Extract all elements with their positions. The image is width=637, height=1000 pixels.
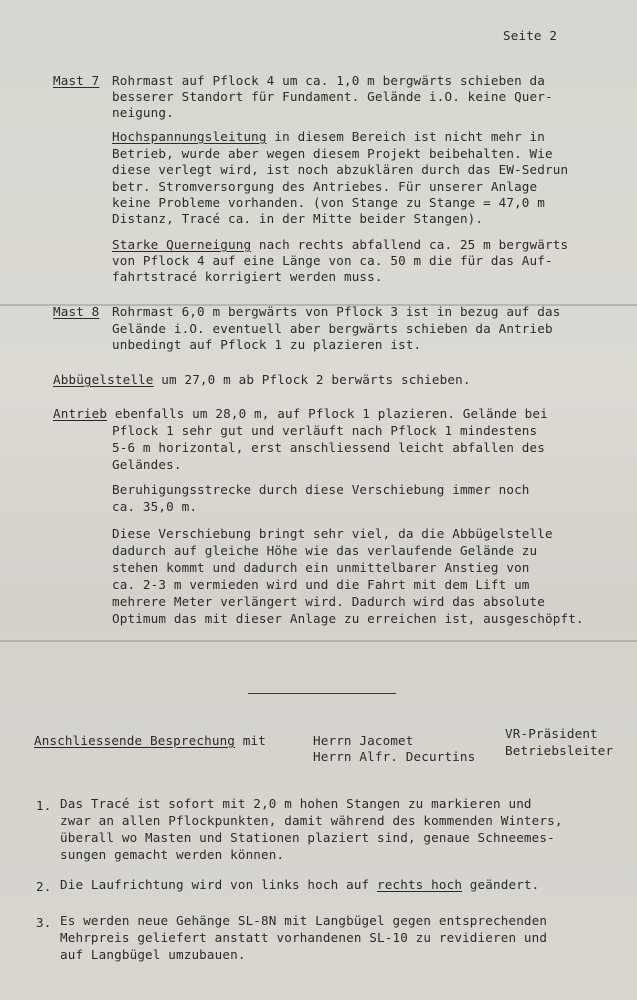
meeting-role: VR-Präsident (505, 726, 598, 741)
item-number: 2. (36, 879, 52, 894)
mast7-p2-line: keine Probleme vorhanden. (von Stange zu Stange = 47,0 m (112, 195, 545, 210)
mast7-p2-line: Distanz, Tracé ca. in der Mitte beider Stangen). (112, 211, 484, 226)
mast7-p2-line: diese verlegt wird, ist noch abzuklären durch das EW-Sedrun (112, 162, 569, 177)
meeting-heading: Anschliessende Besprechung (34, 733, 236, 748)
antrieb-line: 5-6 m horizontal, erst anschliessend leicht abfallen des (112, 440, 545, 455)
section-separator (248, 693, 396, 694)
antrieb-line: Pflock 1 sehr gut und verläuft nach Pflock 1 mindestens (112, 423, 538, 438)
rechts-hoch-term: rechts hoch (377, 877, 463, 892)
abbuegel-heading: Abbügelstelle (53, 372, 154, 387)
item1-line: zwar an allen Pflockpunkten, damit während des kommenden Winters, (60, 813, 563, 828)
item3-line: auf Langbügel umzubauen. (60, 947, 246, 962)
mast7-p2-first-line: Hochspannungsleitung in diesem Bereich ist nicht mehr in (112, 129, 546, 144)
mast7-p3-line: von Pflock 4 auf eine Länge von ca. 50 m die für das Auf- (112, 253, 553, 268)
meeting-heading-line: Anschliessende Besprechung mit (34, 733, 266, 748)
hochspannung-term: Hochspannungsleitung (112, 129, 267, 144)
antrieb-first-line: Antrieb ebenfalls um 28,0 m, auf Pflock 1 plazieren. Gelände bei (53, 406, 548, 421)
antrieb-p2-line: Beruhigungsstrecke durch diese Verschiebung immer noch (112, 482, 530, 497)
mast7-p1-line: besserer Standort für Fundament. Gelände i.O. keine Quer- (112, 89, 553, 104)
antrieb-p3-line: mehrere Meter verlängert wird. Dadurch wird das absolute (112, 594, 545, 609)
item2-line: Die Laufrichtung wird von links hoch auf rechts hoch geändert. (60, 877, 540, 892)
item3-line: Mehrpreis geliefert anstatt vorhandenen SL-10 zu revidieren und (60, 930, 548, 945)
mast8-line: unbedingt auf Pflock 1 zu plazieren ist. (112, 337, 422, 352)
antrieb-heading: Antrieb (53, 406, 108, 421)
mast8-heading: Mast 8 (53, 304, 100, 319)
antrieb-p3-line: ca. 2-3 m vermieden wird und die Fahrt mit dem Lift um (112, 577, 530, 592)
mast8-line: Gelände i.O. eventuell aber bergwärts schieben da Antrieb (112, 321, 553, 336)
meeting-person: Herrn Alfr. Decurtins (313, 749, 476, 764)
item3-line: Es werden neue Gehänge SL-8N mit Langbügel gegen entsprechenden (60, 913, 548, 928)
mast7-p1-line: neigung. (112, 105, 174, 120)
item-number: 3. (36, 915, 52, 930)
fold-line (0, 640, 637, 642)
item1-line: überall wo Masten und Stationen plaziert sind, genaue Schneemes- (60, 830, 555, 845)
querneigung-term: Starke Querneigung (112, 237, 252, 252)
mast7-p2-line: betr. Stromversorgung des Antriebes. Für unserer Anlage (112, 179, 538, 194)
item-number: 1. (36, 798, 52, 813)
meeting-role: Betriebsleiter (505, 743, 614, 758)
mast7-p2-line: Betrieb, wurde aber wegen diesem Projekt beibehalten. Wie (112, 146, 553, 161)
item1-line: Das Tracé ist sofort mit 2,0 m hohen Stangen zu markieren und (60, 796, 532, 811)
mast7-heading: Mast 7 (53, 73, 100, 88)
mast7-p3-line: fahrtstracé korrigiert werden muss. (112, 269, 383, 284)
page-number: Seite 2 (503, 28, 558, 43)
mast7-p1-line: Rohrmast auf Pflock 4 um ca. 1,0 m bergwärts schieben da (112, 73, 545, 88)
mast8-line: Rohrmast 6,0 m bergwärts von Pflock 3 ist in bezug auf das (112, 304, 561, 319)
antrieb-line: Geländes. (112, 457, 182, 472)
antrieb-p2-line: ca. 35,0 m. (112, 499, 198, 514)
meeting-person: Herrn Jacomet (313, 733, 414, 748)
antrieb-p3-line: Diese Verschiebung bringt sehr viel, da die Abbügelstelle (112, 526, 553, 541)
item1-line: sungen gemacht werden können. (60, 847, 285, 862)
mast7-p3-first-line: Starke Querneigung nach rechts abfallend ca. 25 m bergwärts (112, 237, 569, 252)
antrieb-p3-line: dadurch auf gleiche Höhe wie das verlaufende Gelände zu (112, 543, 538, 558)
antrieb-p3-line: stehen kommt und dadurch ein unmittelbarer Anstieg von (112, 560, 530, 575)
abbuegel-line: Abbügelstelle um 27,0 m ab Pflock 2 berwärts schieben. (53, 372, 471, 387)
antrieb-p3-line: Optimum das mit dieser Anlage zu erreichen ist, ausgeschöpft. (112, 611, 584, 626)
